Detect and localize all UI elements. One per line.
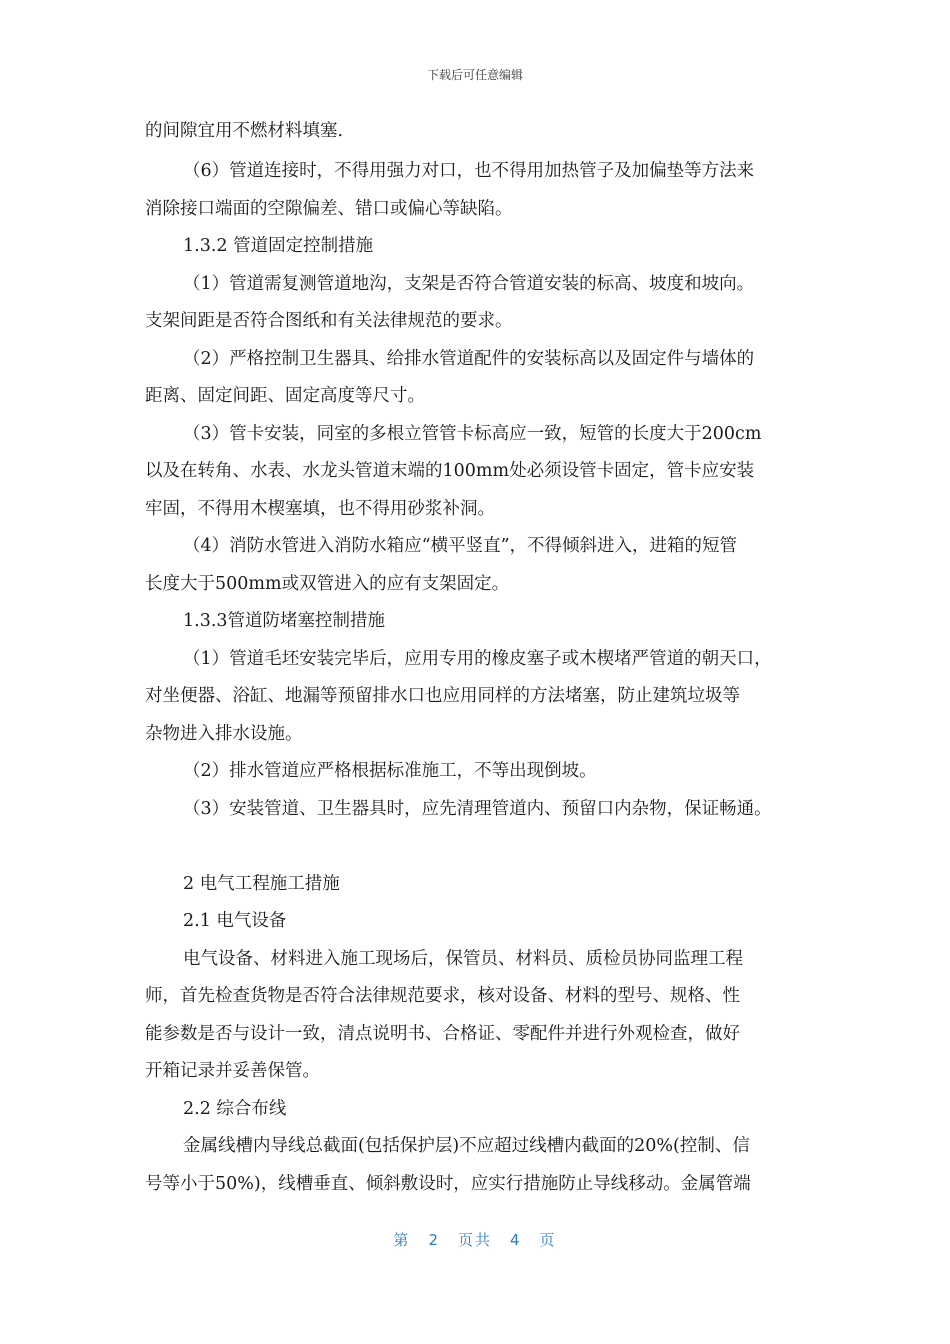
text-line: 号等小于50%)，线槽垂直、倾斜敷设时，应实行措施防止导线移动。金属管端 bbox=[145, 1174, 751, 1194]
text-line: 师，首先检查货物是否符合法律规范要求，核对设备、材料的型号、规格、性 bbox=[145, 986, 740, 1006]
footer-total-pages: 4 bbox=[510, 1231, 522, 1249]
section-heading: 1.3.3管道防堵塞控制措施 bbox=[183, 611, 386, 631]
text-line: 的间隙宜用不燃材料填塞. bbox=[145, 121, 344, 141]
text-line: 距离、固定间距、固定高度等尺寸。 bbox=[145, 386, 425, 406]
text-line: 电气设备、材料进入施工现场后，保管员、材料员、质检员协同监理工程 bbox=[183, 949, 743, 969]
text-line: （4）消防水管进入消防水箱应“横平竖直”，不得倾斜进入，进箱的短管 bbox=[183, 536, 738, 556]
text-line: 对坐便器、浴缸、地漏等预留排水口也应用同样的方法堵塞，防止建筑垃圾等 bbox=[145, 686, 740, 706]
text-line: （2）严格控制卫生器具、给排水管道配件的安装标高以及固定件与墙体的 bbox=[183, 349, 755, 369]
text-line: 消除接口端面的空隙偏差、错口或偏心等缺陷。 bbox=[145, 199, 513, 219]
text-line: （1）管道需复测管道地沟，支架是否符合管道安装的标高、坡度和坡向。 bbox=[183, 274, 755, 294]
footer-page-number: 2 bbox=[428, 1231, 440, 1249]
text-line: 开箱记录并妥善保管。 bbox=[145, 1061, 320, 1081]
section-heading: 2 电气工程施工措施 bbox=[183, 874, 340, 894]
section-heading: 2.1 电气设备 bbox=[183, 911, 287, 931]
footer-prefix: 第 bbox=[393, 1231, 411, 1249]
section-heading: 2.2 综合布线 bbox=[183, 1099, 287, 1119]
text-line: （1）管道毛坯安装完毕后，应用专用的橡皮塞子或木楔堵严管道的朝天口， bbox=[183, 649, 772, 669]
page-footer bbox=[0, 1229, 950, 1250]
text-line: 能参数是否与设计一致，清点说明书、合格证、零配件并进行外观检查，做好 bbox=[145, 1024, 740, 1044]
text-line: 金属线槽内导线总截面(包括保护层)不应超过线槽内截面的20%(控制、信 bbox=[183, 1136, 750, 1156]
text-line: （6）管道连接时，不得用强力对口，也不得用加热管子及加偏垫等方法来 bbox=[183, 161, 755, 181]
text-line: 牢固，不得用木楔塞填，也不得用砂浆补洞。 bbox=[145, 499, 495, 519]
footer-middle: 页共 bbox=[457, 1231, 492, 1249]
text-line: （2）排水管道应严格根据标准施工，不等出现倒坡。 bbox=[183, 761, 597, 781]
text-line: 长度大于500mm或双管进入的应有支架固定。 bbox=[145, 574, 510, 594]
text-line: 杂物进入排水设施。 bbox=[145, 724, 303, 744]
page-header: 下载后可任意编辑 bbox=[426, 68, 523, 82]
text-line: 以及在转角、水表、水龙头管道末端的100mm处必须设管卡固定，管卡应安装 bbox=[145, 461, 755, 481]
footer-suffix: 页 bbox=[539, 1231, 557, 1249]
section-heading: 1.3.2 管道固定控制措施 bbox=[183, 236, 374, 256]
text-line: （3）安装管道、卫生器具时，应先清理管道内、预留口内杂物，保证畅通。 bbox=[183, 799, 772, 819]
text-line: 支架间距是否符合图纸和有关法律规范的要求。 bbox=[145, 311, 513, 331]
text-line: （3）管卡安装，同室的多根立管管卡标高应一致，短管的长度大于200cm bbox=[183, 424, 762, 444]
